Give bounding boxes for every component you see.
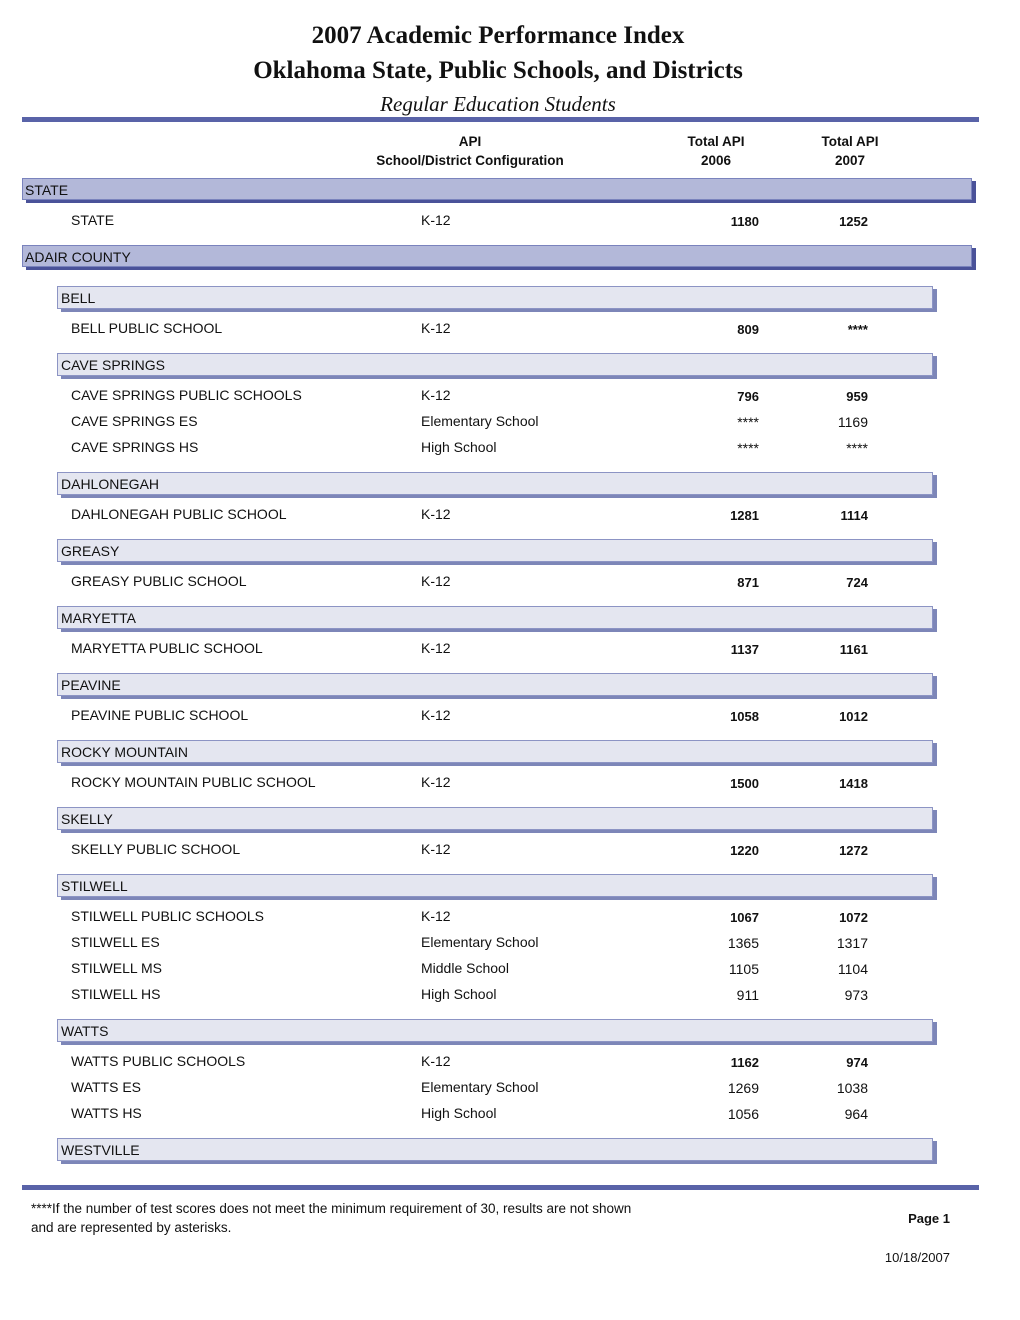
school-config: Elementary School: [421, 413, 539, 429]
report-title: 2007 Academic Performance Index: [311, 22, 685, 49]
table-row: [0, 986, 1020, 1006]
school-name: PEAVINE PUBLIC SCHOOL: [71, 707, 249, 723]
school-config: K-12: [421, 774, 451, 790]
school-name: WATTS HS: [71, 1105, 142, 1121]
footer-divider: [22, 1185, 979, 1190]
district-header-watts: WATTS: [57, 1019, 933, 1042]
school-config: Elementary School: [421, 934, 539, 950]
school-name: CAVE SPRINGS PUBLIC SCHOOLS: [71, 387, 302, 403]
api-2006-value: 796: [737, 389, 759, 404]
table-row: [0, 960, 1020, 980]
table-row: [0, 413, 1020, 433]
school-config: High School: [421, 1105, 497, 1121]
school-config: K-12: [421, 506, 451, 522]
api-2006-value: ****: [737, 440, 759, 456]
school-config: Middle School: [421, 960, 509, 976]
table-row: [0, 573, 1020, 593]
api-2007-value: ****: [846, 440, 868, 456]
student-group-label: Regular Education Students: [380, 92, 616, 116]
api-2007-value: 973: [844, 987, 868, 1003]
api-2006-value: 871: [737, 575, 759, 590]
school-name: DAHLONEGAH PUBLIC SCHOOL: [71, 506, 287, 522]
district-header-maryetta: MARYETTA: [57, 606, 933, 629]
school-name: WATTS PUBLIC SCHOOLS: [71, 1053, 246, 1069]
district-header-westville: WESTVILLE: [57, 1138, 933, 1161]
school-config: K-12: [421, 841, 451, 857]
api-2007-value: 1114: [840, 508, 868, 523]
api-2007-value: 959: [846, 389, 868, 404]
district-header-skelly: SKELLY: [57, 807, 933, 830]
api-2006-value: 1067: [730, 910, 759, 925]
api-2007-value: 964: [844, 1106, 868, 1122]
school-config: Elementary School: [421, 1079, 539, 1095]
district-header-cave-springs: CAVE SPRINGS: [57, 353, 933, 376]
school-name: SKELLY PUBLIC SCHOOL: [71, 841, 241, 857]
school-name: WATTS ES: [71, 1079, 141, 1095]
school-name: STATE: [71, 212, 115, 228]
district-header-bell: BELL: [57, 286, 933, 309]
api-2007-value: 1161: [839, 642, 868, 657]
table-row: [0, 320, 1020, 340]
table-row: [0, 387, 1020, 407]
table-row: [0, 1079, 1020, 1099]
school-name: STILWELL HS: [71, 986, 161, 1002]
table-row: [0, 908, 1020, 928]
api-2007-value: 974: [846, 1055, 868, 1070]
school-config: K-12: [421, 573, 451, 589]
api-2007-value: 1072: [839, 910, 868, 925]
district-header-dahlonegah: DAHLONEGAH: [57, 472, 933, 495]
api-2007-value: 1418: [839, 776, 868, 791]
district-header-rocky-mountain: ROCKY MOUNTAIN: [57, 740, 933, 763]
api-2006-value: 1137: [730, 642, 759, 657]
footnote: [31, 1199, 731, 1237]
district-header-peavine: PEAVINE: [57, 673, 933, 696]
table-row: [0, 506, 1020, 526]
school-name: STILWELL PUBLIC SCHOOLS: [71, 908, 264, 924]
table-row: [0, 841, 1020, 861]
school-config: K-12: [421, 1053, 451, 1069]
table-row: [0, 1053, 1020, 1073]
config-header-line2: School/District Configuration: [376, 153, 564, 168]
county-header-adair-county: ADAIR COUNTY: [22, 245, 972, 267]
school-name: STILWELL MS: [71, 960, 163, 976]
school-config: High School: [421, 986, 497, 1002]
school-config: K-12: [421, 640, 451, 656]
api-2007-value: 1038: [836, 1080, 868, 1096]
report-subtitle: Oklahoma State, Public Schools, and Districts: [253, 57, 743, 84]
api-2007-header-line2: 2007: [834, 153, 866, 168]
api-2006-value: 1220: [730, 843, 759, 858]
table-row: [0, 934, 1020, 954]
table-row: [0, 707, 1020, 727]
table-row: [0, 1105, 1020, 1125]
api-2006-value: 911: [736, 987, 759, 1003]
api-2007-value: 1012: [839, 709, 868, 724]
school-config: K-12: [421, 387, 451, 403]
table-row: [0, 439, 1020, 459]
school-name: MARYETTA PUBLIC SCHOOL: [71, 640, 263, 656]
api-2007-value: ****: [847, 322, 868, 337]
table-row: [0, 774, 1020, 794]
school-name: ROCKY MOUNTAIN PUBLIC SCHOOL: [71, 774, 316, 790]
api-2007-value: 724: [846, 575, 868, 590]
school-name: GREASY PUBLIC SCHOOL: [71, 573, 247, 589]
api-2006-value: 1500: [730, 776, 759, 791]
school-name: BELL PUBLIC SCHOOL: [71, 320, 223, 336]
school-config: K-12: [421, 908, 451, 924]
api-2006-header-line2: 2006: [700, 153, 732, 168]
district-header-greasy: GREASY: [57, 539, 933, 562]
config-header-line1: API: [458, 134, 482, 149]
footnote-line2: and are represented by asterisks.: [31, 1220, 232, 1235]
table-row: [0, 640, 1020, 660]
school-name: CAVE SPRINGS HS: [71, 439, 199, 455]
api-2006-value: 1269: [727, 1080, 759, 1096]
header-divider: [22, 117, 979, 122]
api-2006-value: 1180: [730, 214, 759, 229]
school-config: K-12: [421, 212, 451, 228]
api-2006-value: 809: [737, 322, 759, 337]
api-2006-value: ****: [737, 414, 759, 430]
school-config: K-12: [421, 707, 451, 723]
school-config: K-12: [421, 320, 451, 336]
api-2007-value: 1104: [837, 961, 868, 977]
api-2006-value: 1058: [730, 709, 759, 724]
api-2006-value: 1162: [730, 1055, 759, 1070]
report-date: 10/18/2007: [884, 1250, 950, 1265]
page-number: Page 1: [908, 1211, 950, 1226]
api-2007-value: 1169: [837, 414, 868, 430]
school-name: CAVE SPRINGS ES: [71, 413, 198, 429]
footnote-line1: ****If the number of test scores does not meet the minimum requirement of 30, results are not shown: [31, 1201, 632, 1216]
api-2007-header-line1: Total API: [821, 134, 879, 149]
table-row: [0, 212, 1020, 232]
api-2007-value: 1317: [836, 935, 868, 951]
school-config: High School: [421, 439, 497, 455]
school-name: STILWELL ES: [71, 934, 160, 950]
county-header-state: STATE: [22, 178, 972, 200]
api-2006-value: 1056: [727, 1106, 759, 1122]
district-header-stilwell: STILWELL: [57, 874, 933, 897]
api-2007-value: 1272: [839, 843, 868, 858]
api-2006-header-line1: Total API: [687, 134, 745, 149]
api-2006-value: 1365: [727, 935, 759, 951]
api-2007-value: 1252: [839, 214, 868, 229]
api-2006-value: 1105: [728, 961, 759, 977]
api-2006-value: 1281: [730, 508, 759, 523]
